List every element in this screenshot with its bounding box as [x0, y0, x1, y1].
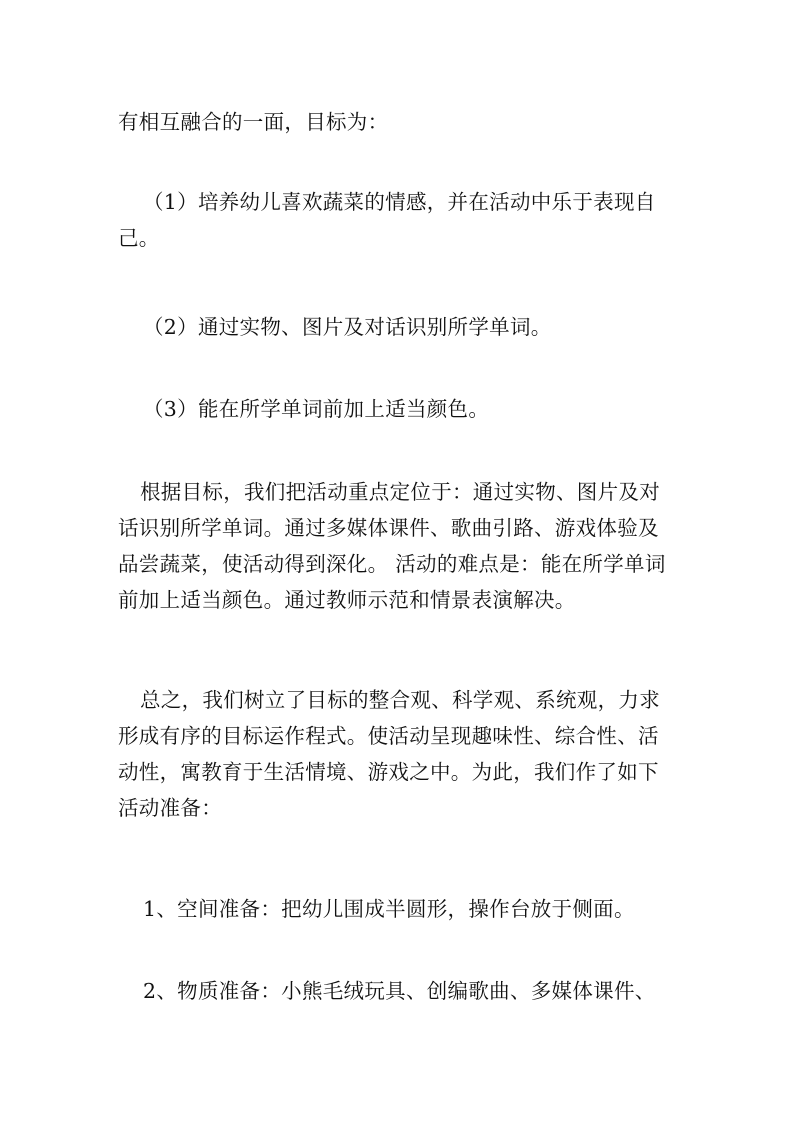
text-line: （1）培养幼儿喜欢蔬菜的情感，并在活动中乐于表现自: [143, 190, 656, 214]
paragraph-goal-1-continued: [118, 220, 678, 256]
paragraph-intro: [118, 104, 678, 140]
paragraph-goal-3: [143, 391, 703, 427]
paragraph-material-prep: [143, 973, 703, 1009]
text-line: 总之，我们树立了目标的整合观、科学观、系统观，力求: [140, 688, 660, 712]
paragraph-summary: [118, 682, 678, 826]
text-line: 有相互融合的一面，目标为：: [118, 110, 389, 134]
text-line: 2、物质准备：小熊毛绒玩具、创编歌曲、多媒体课件、: [143, 979, 656, 1003]
text-line: （3）能在所学单词前加上适当颜色。: [143, 397, 490, 421]
paragraph-space-prep: [143, 891, 703, 927]
paragraph-key-points: [118, 474, 678, 618]
text-line: 动性，寓教育于生活情境、游戏之中。为此，我们作了如下: [118, 760, 659, 784]
text-line: 前加上适当颜色。通过教师示范和情景表演解决。: [118, 588, 576, 612]
text-line: 活动准备：: [118, 796, 222, 820]
text-line: 话识别所学单词。通过多媒体课件、歌曲引路、游戏体验及: [118, 516, 659, 540]
text-line: 根据目标，我们把活动重点定位于：通过实物、图片及对: [140, 480, 660, 504]
text-line: （2）通过实物、图片及对话识别所学单词。: [143, 315, 552, 339]
text-line: 品尝蔬菜，使活动得到深化。 活动的难点是：能在所学单词: [118, 552, 666, 576]
paragraph-goal-2: [143, 309, 703, 345]
text-line: 己。: [118, 226, 160, 250]
text-line: 形成有序的目标运作程式。使活动呈现趣味性、综合性、活: [118, 724, 659, 748]
paragraph-goal-1: [143, 184, 703, 220]
text-line: 1、空间准备：把幼儿围成半圆形，操作台放于侧面。: [143, 897, 635, 921]
